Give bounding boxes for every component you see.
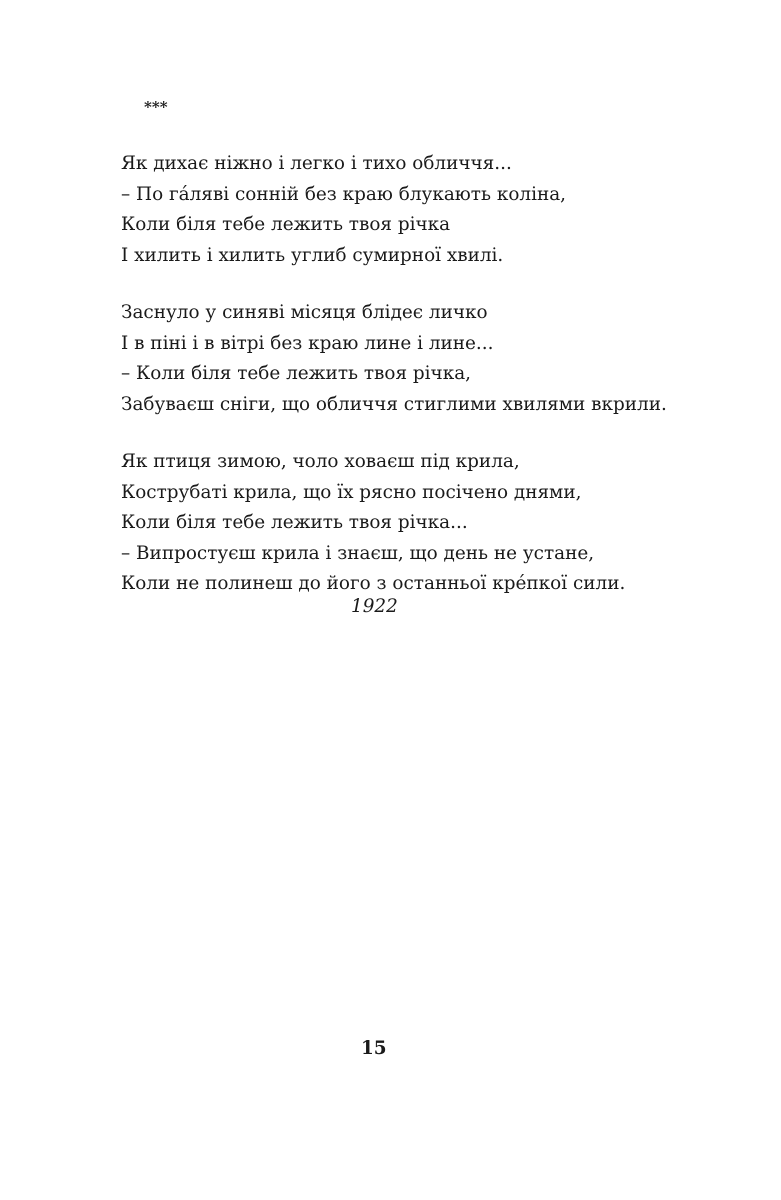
poem-line: Коли не полинеш до його з останньої кре́пкої сили.: [121, 573, 626, 594]
poem-line: І в піні і в вітрі без краю лине і лине...: [121, 332, 494, 354]
poem: [121, 149, 761, 627]
stanza: [121, 447, 761, 600]
poem-date: 1922: [351, 596, 398, 617]
stanza: [121, 298, 761, 420]
stanza: [121, 149, 761, 271]
poem-line: Як дихає ніжно і легко і тихо обличчя...: [121, 153, 512, 174]
poem-line: – Випростуєш крила і знаєш, що день не устане,: [121, 542, 595, 564]
poem-line: Забуваєш сніги, що обличчя стиглими хвилями вкрили.: [121, 393, 667, 415]
poem-line: Коли біля тебе лежить твоя річка: [121, 214, 451, 235]
page-number: 15: [361, 1038, 387, 1059]
poem-line: Заснуло у синяві місяця блідеє личко: [121, 302, 488, 323]
poem-line: Коли біля тебе лежить твоя річка...: [121, 512, 468, 533]
section-ornament: ***: [144, 98, 168, 116]
poem-line: Кострубаті крила, що їх рясно посічено днями,: [121, 481, 582, 503]
poem-line: Як птиця зимою, чоло ховаєш під крила,: [121, 451, 520, 472]
poem-line: І хилить і хилить углиб сумирної хвилі.: [121, 244, 504, 266]
poem-line: – По га́ляві сонній без краю блукають коліна,: [121, 183, 567, 205]
poem-line: – Коли біля тебе лежить твоя річка,: [121, 363, 472, 384]
